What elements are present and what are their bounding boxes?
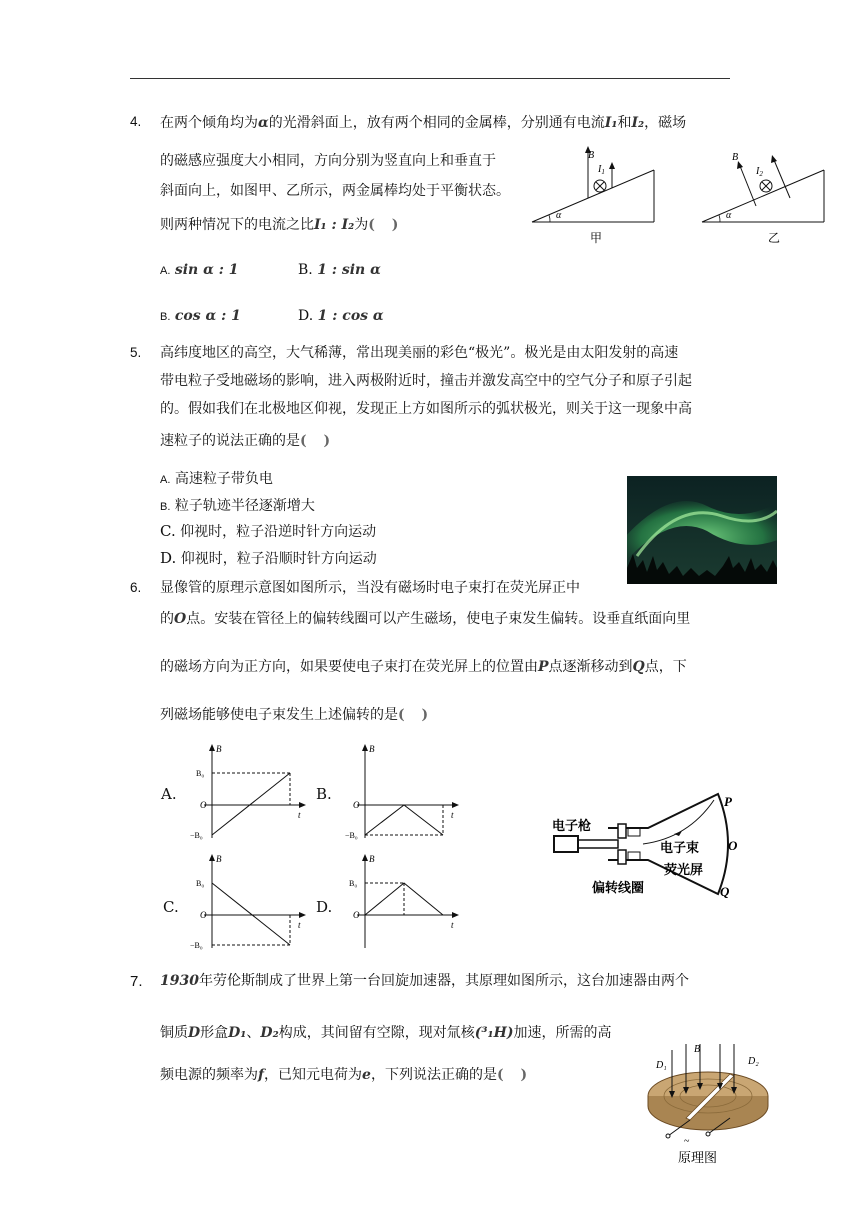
option-c: [160, 308, 241, 324]
option-text: 1 : sin α: [317, 262, 381, 278]
question-number: 4.: [130, 114, 142, 129]
question-text-line: 斜面向上，如图甲、乙所示，两金属棒均处于平衡状态。: [160, 183, 510, 199]
origin-label: O: [353, 910, 360, 920]
option-text: sin α : 1: [174, 262, 239, 278]
axis-label: t: [451, 810, 454, 820]
answer-blank: ( ): [496, 1067, 534, 1083]
question-text-line: [160, 704, 434, 726]
crt-diagram: [548, 788, 748, 908]
math-D2: D₂: [260, 1025, 279, 1041]
answer-blank: ( ): [300, 433, 337, 449]
option-label: C.: [160, 522, 176, 540]
tick-label: −B₀: [190, 831, 203, 840]
label-electron-beam: 电子束: [660, 840, 700, 855]
origin-label: O: [200, 800, 207, 810]
question-text-line: [160, 970, 689, 992]
question-text-line: 的。假如我们在北极地区仰视，发现正上方如图所示的弧状极光，则关于这一现象中高: [160, 401, 692, 417]
axis-label: B: [369, 854, 375, 864]
graph-d-label: D.: [316, 898, 333, 916]
origin-label: O: [200, 910, 207, 920]
answer-blank: ( ): [398, 707, 435, 723]
option-a: [160, 262, 239, 278]
question-text-line: [160, 214, 404, 236]
question-number: 7.: [130, 973, 143, 990]
math-D1: D₁: [228, 1025, 247, 1041]
option-label: D.: [298, 308, 314, 324]
question-text-line: 显像管的原理示意图如图所示，当没有磁场时电子束打在荧光屏正中: [160, 580, 580, 596]
text: 为: [354, 217, 369, 233]
math-e: e: [362, 1067, 371, 1083]
figure-jia: [532, 146, 654, 245]
tick-label: −B₀: [190, 941, 203, 950]
question-text-line: [160, 1022, 611, 1044]
option-text: 高速粒子带负电: [174, 471, 273, 487]
question-text-line: [160, 112, 686, 134]
label-coil: 偏转线圈: [592, 880, 645, 895]
text: 的光滑斜面上，放有两个相同的金属棒，分别通有电流: [268, 115, 605, 131]
header-rule: [130, 78, 730, 79]
field-label: B: [694, 1044, 701, 1055]
field-label: B: [588, 150, 595, 161]
option-a: [160, 468, 273, 488]
text: 加速，所需的高: [513, 1025, 612, 1041]
math-year: 1930: [160, 973, 199, 989]
text: 点，下: [644, 659, 687, 675]
text: 频电源的频率为: [160, 1067, 258, 1083]
option-text: 仰视时，粒子沿逆时针方向运动: [180, 524, 377, 540]
graph-c: [190, 852, 310, 952]
math-I2: I₂: [631, 115, 645, 131]
option-label: A.: [160, 265, 171, 277]
question-number: 6.: [130, 580, 142, 595]
tick-label: B₀: [196, 769, 205, 778]
figure-caption: 甲: [590, 231, 603, 245]
axis-label: B: [216, 744, 222, 754]
incline-figures: [528, 140, 834, 248]
tick-label: B₀: [196, 879, 205, 888]
text: 铜质: [160, 1025, 188, 1041]
cyclotron-diagram: [638, 1040, 778, 1170]
question-text-line: 高纬度地区的高空，大气稀薄，常出现美丽的彩色“极光”。极光是由太阳发射的高速: [160, 345, 679, 361]
text: 速粒子的说法正确的是: [160, 433, 300, 449]
graph-a: [190, 742, 310, 842]
graph-b: [343, 742, 463, 842]
question-text-line: [160, 656, 687, 678]
question-text-line: 的磁感应强度大小相同，方向分别为竖直向上和垂直于: [160, 153, 496, 169]
question-text-line: [160, 1064, 533, 1086]
question-number: 5.: [130, 345, 142, 360]
text: 则两种情况下的电流之比: [160, 217, 314, 233]
option-label: B.: [160, 501, 171, 513]
option-d: [160, 548, 377, 568]
graph-a-label: A.: [161, 785, 177, 803]
text: 形盒: [200, 1025, 229, 1041]
text: 和: [617, 115, 632, 131]
angle-label: α: [556, 210, 562, 221]
option-text: cos α : 1: [174, 308, 241, 324]
label-D2: D₂: [748, 1056, 759, 1067]
text: 的磁场方向为正方向，如果要使电子束打在荧光屏上的位置由: [160, 659, 538, 675]
answer-blank: ( ): [368, 217, 405, 233]
aurora-photo: [627, 476, 777, 584]
math-alpha: α: [258, 115, 269, 131]
option-text: 粒子轨迹半径逐渐增大: [174, 498, 315, 514]
field-label: B: [732, 152, 739, 163]
option-label: B.: [160, 311, 171, 323]
tick-label: −B₀: [345, 831, 358, 840]
figure-yi: [702, 152, 824, 245]
tick-label: B₀: [349, 879, 358, 888]
option-label: B.: [298, 262, 313, 278]
label-P: P: [724, 794, 732, 809]
label-Q: Q: [720, 884, 730, 899]
question-text-line: [160, 608, 690, 630]
text: 在两个倾角均为: [160, 115, 258, 131]
text: 年劳伦斯制成了世界上第一台回旋加速器，其原理如图所示，这台加速器由两个: [198, 973, 689, 989]
option-d: [298, 308, 384, 324]
electron-gun-icon: [554, 836, 578, 852]
ac-source-icon: ~: [684, 1136, 690, 1147]
text: ，下列说法正确的是: [370, 1067, 497, 1083]
label-electron-gun: 电子枪: [552, 818, 592, 833]
axis-label: t: [298, 810, 301, 820]
option-text: 仰视时，粒子沿顺时针方向运动: [180, 551, 377, 567]
label-D1: D₁: [656, 1060, 667, 1071]
figure-caption: 原理图: [678, 1150, 718, 1165]
origin-label: O: [353, 800, 360, 810]
text: ，已知元电荷为: [264, 1067, 363, 1083]
option-b: [160, 495, 315, 515]
math-ratio: I₁ : I₂: [314, 217, 355, 233]
math-P: P: [538, 659, 549, 675]
option-text: 1 : cos α: [317, 308, 384, 324]
option-c: [160, 521, 376, 541]
figure-caption: 乙: [768, 231, 781, 245]
option-label: A.: [160, 474, 171, 486]
math-D: D: [188, 1025, 201, 1041]
current-label: $I_1$: [598, 164, 605, 176]
axis-label: t: [451, 920, 454, 930]
axis-label: t: [298, 920, 301, 930]
text: 、: [246, 1025, 261, 1041]
math-Q: Q: [632, 659, 645, 675]
axis-label: B: [369, 744, 375, 754]
text: ，磁场: [644, 115, 687, 131]
text: 构成，其间留有空隙，现对氚核: [278, 1025, 475, 1041]
text: 列磁场能够使电子束发生上述偏转的是: [160, 707, 398, 723]
text: 点逐渐移动到: [548, 659, 633, 675]
angle-label: α: [726, 210, 732, 221]
label-O: O: [728, 838, 738, 853]
text: 的: [160, 611, 174, 627]
option-label: D.: [160, 549, 177, 567]
math-f: f: [258, 1067, 265, 1083]
axis-label: B: [216, 854, 222, 864]
label-screen: 荧光屏: [664, 862, 704, 877]
graph-c-label: C.: [163, 898, 179, 916]
current-label: $I_2$: [756, 166, 763, 178]
deflection-coil-icon: [618, 824, 626, 838]
option-b: [298, 262, 381, 278]
question-text-line: 带电粒子受地磁场的影响，进入两极附近时，撞击并激发高空中的空气分子和原子引起: [160, 373, 692, 389]
text: 点。安装在管径上的偏转线圈可以产生磁场，使电子束发生偏转。设垂直纸面向里: [186, 611, 691, 627]
question-text-line: [160, 430, 336, 452]
graph-b-label: B.: [316, 785, 332, 803]
math-O: O: [174, 611, 187, 627]
math-I1: I₁: [604, 115, 618, 131]
math-nuclide: (³₁H): [474, 1025, 514, 1041]
graph-d: [343, 852, 463, 952]
